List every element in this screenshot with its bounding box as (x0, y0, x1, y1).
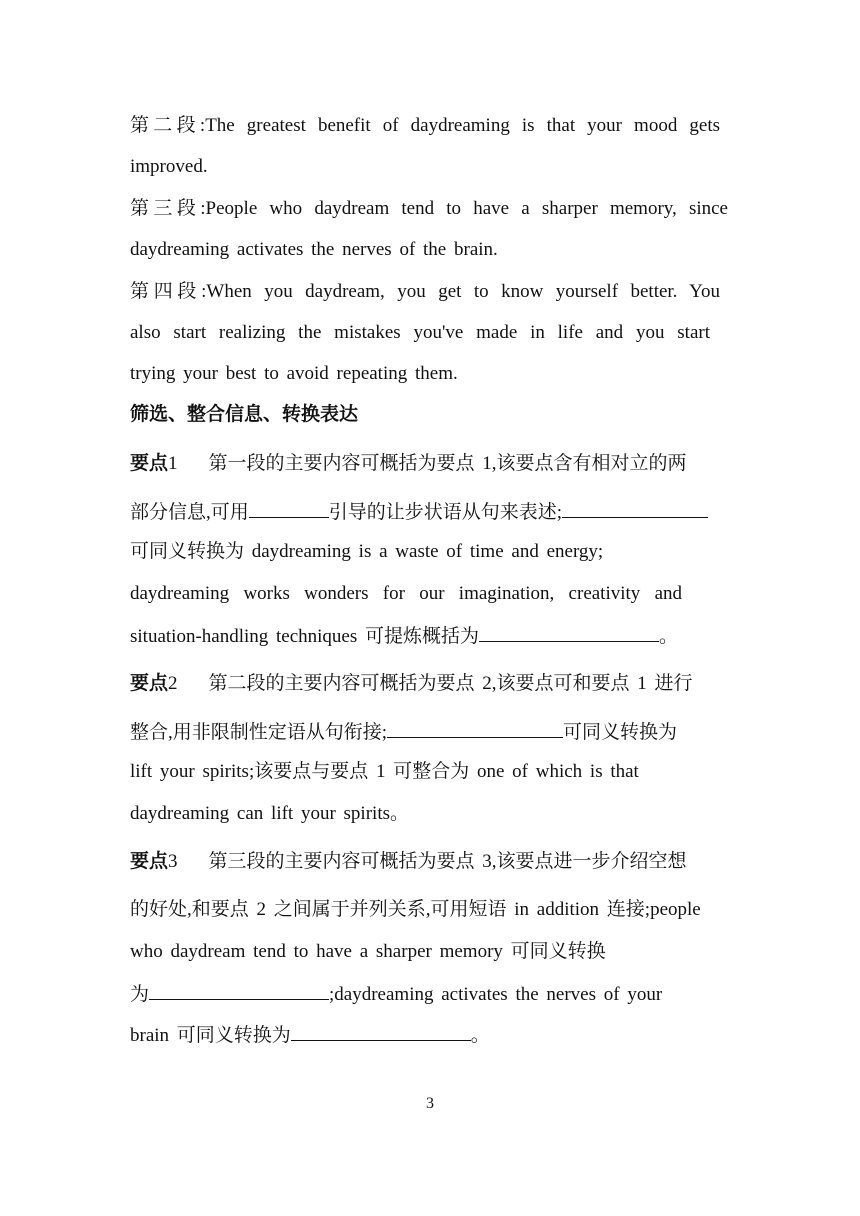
point-1-line-4: daydreaming works wonders for our imagination, creativity and (130, 583, 682, 604)
point-1-label: 要点 (130, 453, 169, 474)
point-3-text-4a: 为 (130, 984, 150, 1005)
paragraph-2-line-2: improved. (130, 156, 208, 177)
page-number: 3 (426, 1095, 434, 1112)
paragraph-4-line-1: 第四段:When you daydream, you get to know yourself better. You (130, 281, 720, 302)
point-3-text-1: 第三段的主要内容可概括为要点 3,该要点进一步介绍空想 (208, 851, 687, 872)
point-3-line-4 (130, 981, 662, 1007)
paragraph-3-line-2: daydreaming activates the nerves of the brain. (130, 239, 498, 260)
point-1-line-1 (130, 452, 687, 476)
point-3-text-5b: 。 (470, 1025, 490, 1046)
point-1-text-2a: 部分信息,可用 (130, 502, 249, 523)
point-2-line-4: daydreaming can lift your spirits。 (130, 803, 409, 824)
point-2-number: 2 (168, 673, 178, 694)
answer-blank-2[interactable] (562, 499, 708, 518)
paragraph-4-line-3: trying your best to avoid repeating them. (130, 363, 458, 384)
point-1-text-5b: 。 (659, 626, 679, 647)
point-1-line-3: 可同义转换为 daydreaming is a waste of time and energy; (130, 541, 604, 562)
point-2-label: 要点 (130, 673, 169, 694)
point-3-label: 要点 (130, 851, 169, 872)
point-3-line-5 (130, 1022, 490, 1048)
point-2-line-2 (130, 719, 677, 745)
point-2-line-1 (130, 672, 693, 696)
paragraph-4-line-2: also start realizing the mistakes you've made in life and you start (130, 322, 710, 343)
answer-blank-4[interactable] (387, 719, 563, 738)
point-3-number: 3 (168, 851, 178, 872)
point-3-text-4b: ;daydreaming activates the nerves of your (329, 984, 663, 1005)
paragraph-3-line-1: 第三段:People who daydream tend to have a sharper memory, since (130, 198, 728, 219)
point-3-text-5a: brain 可同义转换为 (130, 1025, 291, 1046)
point-2-text-2b: 可同义转换为 (563, 722, 678, 743)
point-2-line-3: lift your spirits;该要点与要点 1 可整合为 one of which is that (130, 761, 639, 782)
answer-blank-3[interactable] (479, 623, 659, 642)
answer-blank-5[interactable] (149, 981, 329, 1000)
point-3-line-3: who daydream tend to have a sharper memory 可同义转换 (130, 941, 606, 962)
point-1-number: 1 (168, 453, 178, 474)
answer-blank-1[interactable] (249, 499, 329, 518)
section-heading: 筛选、整合信息、转换表达 (130, 404, 359, 425)
point-2-text-2a: 整合,用非限制性定语从句衔接; (130, 722, 388, 743)
point-1-line-2 (130, 499, 708, 525)
answer-blank-6[interactable] (291, 1022, 471, 1041)
point-2-text-1: 第二段的主要内容可概括为要点 2,该要点可和要点 1 进行 (208, 673, 693, 694)
point-1-text-1: 第一段的主要内容可概括为要点 1,该要点含有相对立的两 (208, 453, 687, 474)
point-1-line-5 (130, 623, 678, 649)
paragraph-2-line-1: 第二段:The greatest benefit of daydreaming is that your mood gets (130, 115, 720, 136)
point-3-line-2: 的好处,和要点 2 之间属于并列关系,可用短语 in addition 连接;people (130, 899, 701, 920)
point-1-text-5a: situation-handling techniques 可提炼概括为 (130, 626, 480, 647)
point-1-text-2b: 引导的让步状语从句来表述; (328, 502, 563, 523)
point-3-line-1 (130, 850, 687, 874)
